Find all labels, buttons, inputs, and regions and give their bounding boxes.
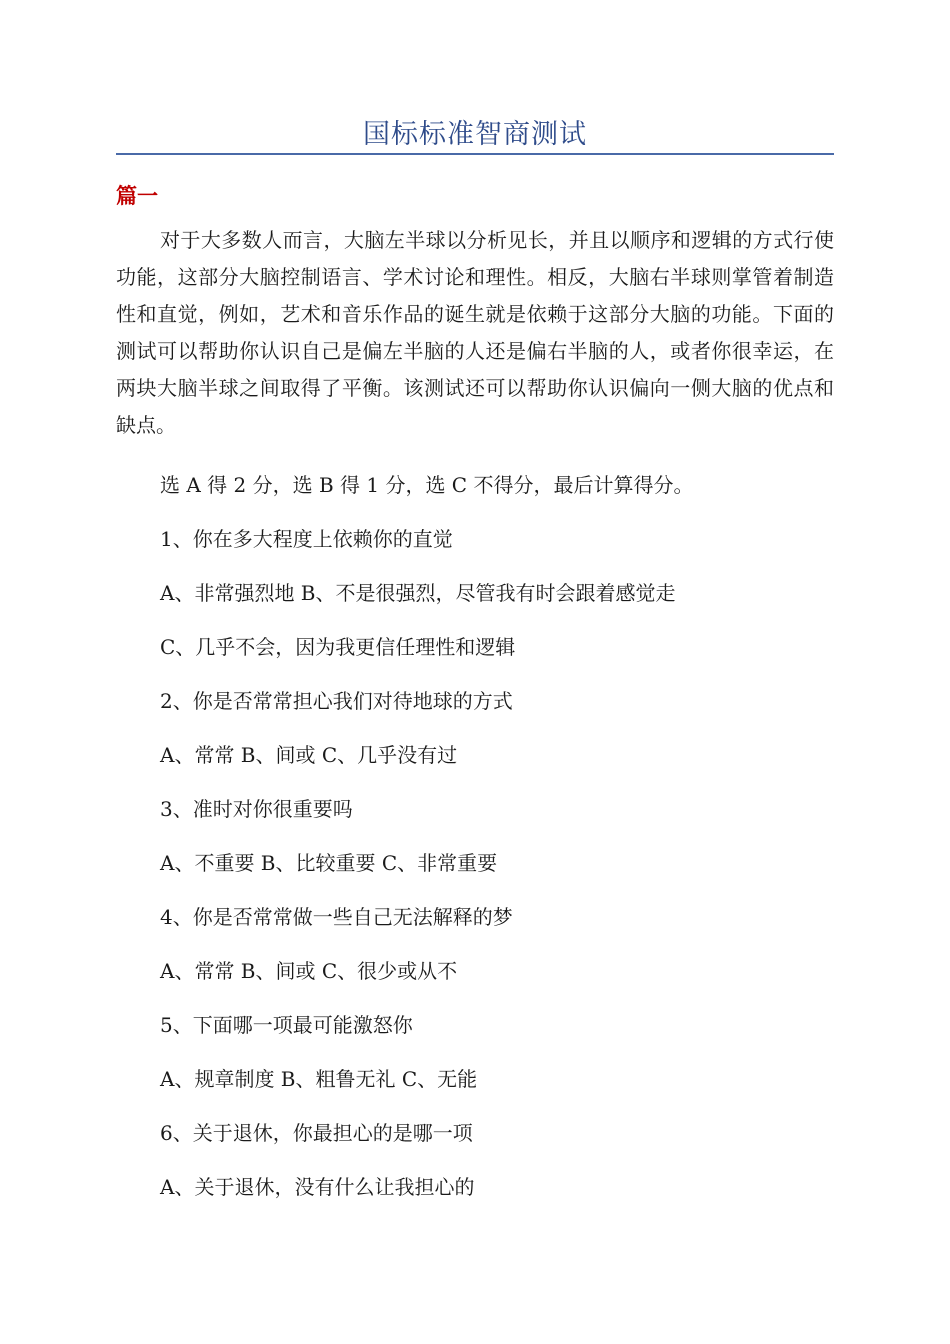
intro-paragraph: 对于大多数人而言，大脑左半球以分析见长，并且以顺序和逻辑的方式行使功能，这部分大脑控制语言、学术讨论和理性。相反，大脑右半球则掌管着制造性和直觉，例如，艺术和音乐作品的诞生就是依赖于这部分大脑的功能。下面的测试可以帮助你认识自己是偏左半脑的人还是偏右半脑的人，或者你很幸运，在两块大脑半球之间取得了平衡。该测试还可以帮助你认识偏向一侧大脑的优点和缺点。 <box>116 228 834 437</box>
question-1: 1、你在多大程度上依赖你的直觉 <box>160 527 453 551</box>
document-title: 国标标准智商测试 <box>363 119 587 150</box>
question-list <box>160 467 840 1223</box>
question-2-options: A、常常 B、间或 C、几乎没有过 <box>160 743 458 767</box>
question-1-option-c: C、几乎不会，因为我更信任理性和逻辑 <box>160 635 516 659</box>
question-6-option-a: A、关于退休，没有什么让我担心的 <box>160 1175 475 1199</box>
question-4-options: A、常常 B、间或 C、很少或从不 <box>160 959 458 983</box>
scoring-instruction: 选 A 得 2 分，选 B 得 1 分，选 C 不得分，最后计算得分。 <box>160 473 694 497</box>
title-underline <box>116 153 834 155</box>
question-1-options-a-b: A、非常强烈地 B、不是很强烈，尽管我有时会跟着感觉走 <box>160 581 676 605</box>
question-3: 3、准时对你很重要吗 <box>160 797 353 821</box>
section-heading: 篇一 <box>116 184 158 208</box>
question-5: 5、下面哪一项最可能激怒你 <box>160 1013 413 1037</box>
question-4: 4、你是否常常做一些自己无法解释的梦 <box>160 905 513 929</box>
question-3-options: A、不重要 B、比较重要 C、非常重要 <box>160 851 498 875</box>
question-6: 6、关于退休，你最担心的是哪一项 <box>160 1121 473 1145</box>
question-2: 2、你是否常常担心我们对待地球的方式 <box>160 689 513 713</box>
question-5-options: A、规章制度 B、粗鲁无礼 C、无能 <box>160 1067 478 1091</box>
